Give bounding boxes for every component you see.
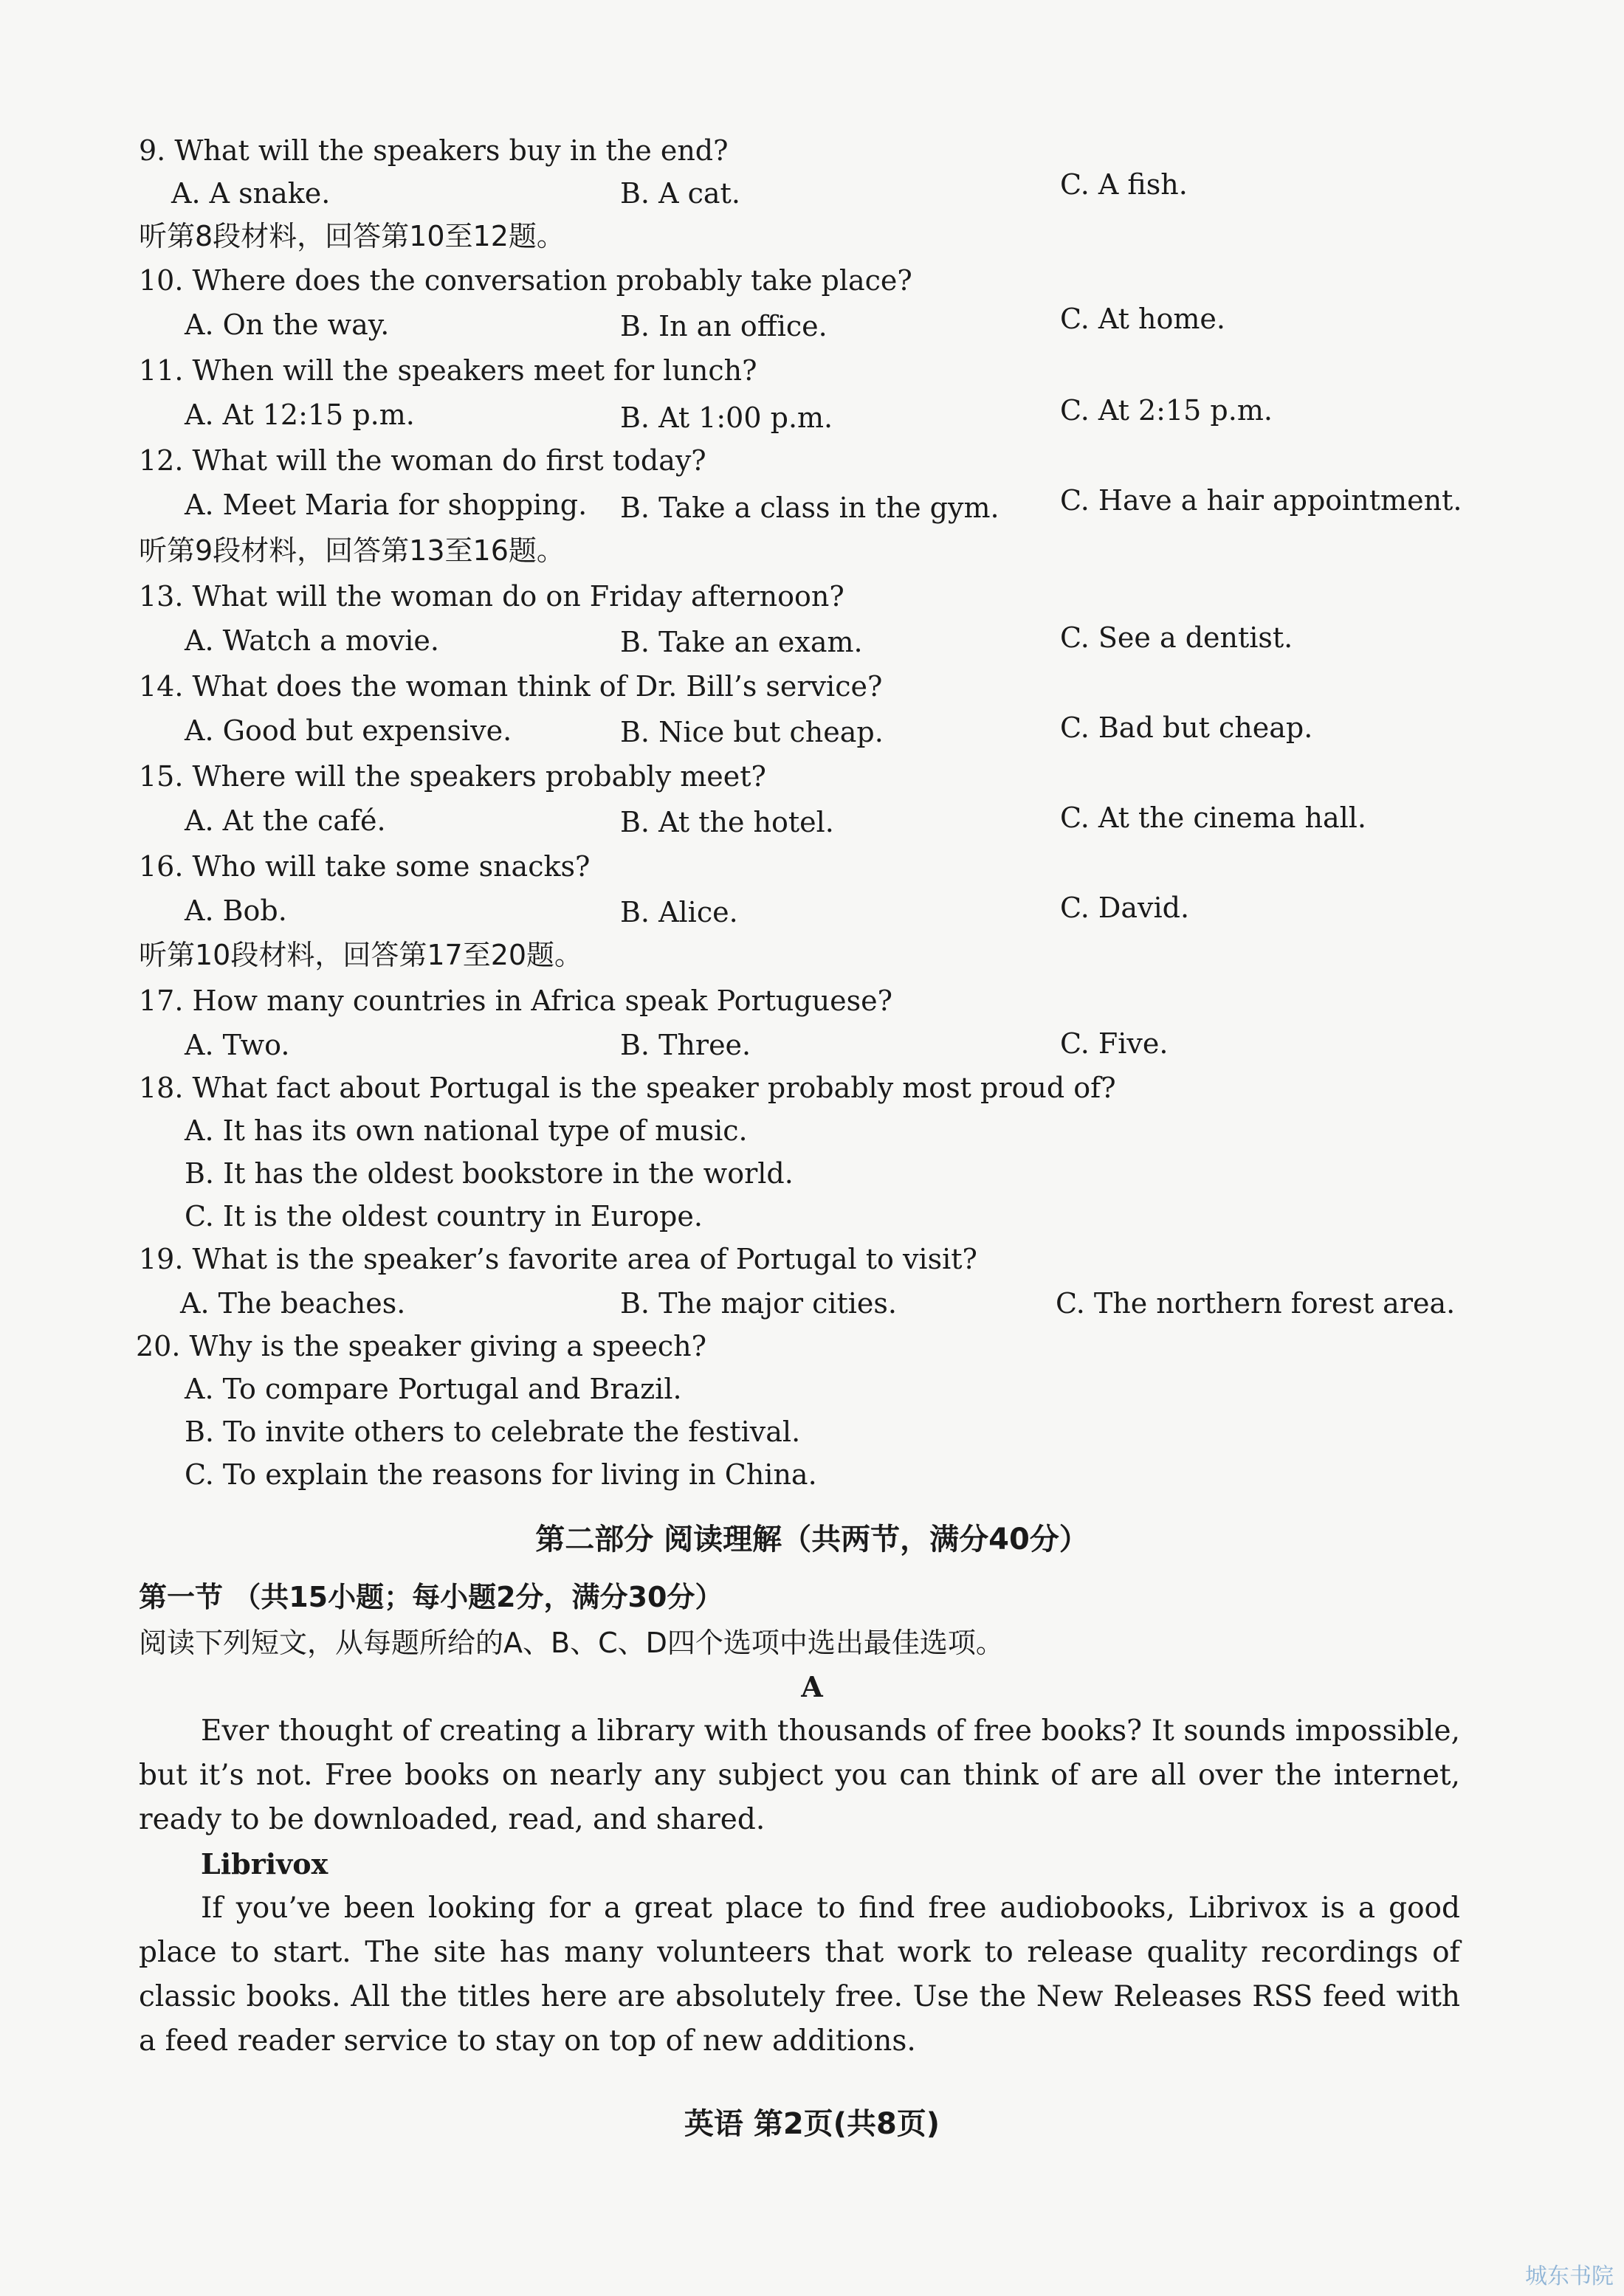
question-stem-20: 20. Why is the speaker giving a speech? (136, 1330, 707, 1362)
section-instruction-8: 听第8段材料，回答第10至12题。 (139, 220, 565, 252)
question-stem-19: 19. What is the speaker’s favorite area of Portugal to visit? (139, 1243, 977, 1275)
option-12c: C. Have a hair appointment. (1060, 484, 1462, 517)
option-20c: C. To explain the reasons for living in China. (185, 1458, 817, 1491)
option-16c: C. David. (1060, 892, 1190, 924)
option-9b: B. A cat. (620, 177, 740, 210)
passage-paragraph-1 (139, 1709, 1460, 1842)
section-instruction-9: 听第9段材料，回答第13至16题。 (139, 534, 565, 567)
option-16a: A. Bob. (185, 894, 287, 927)
question-stem-18: 18. What fact about Portugal is the speaker probably most proud of? (139, 1072, 1116, 1104)
option-9c: C. A fish. (1060, 168, 1188, 201)
option-17c: C. Five. (1060, 1027, 1169, 1060)
option-10a: A. On the way. (185, 308, 390, 341)
section-title: 第一节 （共15小题；每小题2分，满分30分） (139, 1581, 723, 1613)
option-19b: B. The major cities. (620, 1287, 897, 1320)
question-stem-17: 17. How many countries in Africa speak Portuguese? (139, 985, 893, 1017)
option-18a: A. It has its own national type of music. (185, 1114, 748, 1147)
question-stem-10: 10. Where does the conversation probably take place? (139, 264, 912, 297)
option-19c: C. The northern forest area. (1056, 1287, 1456, 1320)
section-instruction-10: 听第10段材料，回答第17至20题。 (139, 939, 583, 971)
question-stem-11: 11. When will the speakers meet for lunch? (139, 354, 757, 387)
option-14b: B. Nice but cheap. (620, 716, 884, 748)
watermark: 城东书院 (1525, 2264, 1614, 2289)
option-17a: A. Two. (185, 1029, 290, 1061)
option-19a: A. The beaches. (180, 1287, 406, 1320)
option-15b: B. At the hotel. (620, 806, 834, 838)
option-11c: C. At 2:15 p.m. (1060, 394, 1273, 427)
option-17b: B. Three. (620, 1029, 751, 1061)
passage-paragraph-1-text: Ever thought of creating a library with thousands of free books? It sounds impossible, but it’s not. Free books on nearly any subject you can think of are all over the internet, ready to be downloaded, read, and shared. (139, 1714, 1460, 1836)
option-14a: A. Good but expensive. (185, 714, 512, 747)
option-11b: B. At 1:00 p.m. (620, 401, 833, 434)
option-20a: A. To compare Portugal and Brazil. (185, 1373, 682, 1405)
passage-label: A (801, 1670, 823, 1703)
question-stem-15: 15. Where will the speakers probably meet? (139, 760, 766, 793)
option-12a: A. Meet Maria for shopping. (185, 489, 588, 521)
part-title: 第二部分 阅读理解（共两节，满分40分） (535, 1523, 1089, 1556)
option-9a: A. A snake. (171, 177, 331, 210)
reading-instruction: 阅读下列短文，从每题所给的A、B、C、D四个选项中选出最佳选项。 (139, 1627, 1004, 1659)
option-13c: C. See a dentist. (1060, 621, 1293, 654)
option-11a: A. At 12:15 p.m. (185, 399, 415, 431)
option-20b: B. To invite others to celebrate the festival. (185, 1416, 801, 1448)
option-13b: B. Take an exam. (620, 626, 863, 658)
passage-paragraph-2 (139, 1886, 1460, 2064)
option-16b: B. Alice. (620, 896, 738, 928)
question-stem-14: 14. What does the woman think of Dr. Bill’s service? (139, 670, 883, 703)
option-13a: A. Watch a movie. (185, 624, 439, 657)
option-18b: B. It has the oldest bookstore in the world. (185, 1157, 794, 1190)
page-footer: 英语 第2页(共8页) (684, 2107, 940, 2141)
passage-subheading: Librivox (201, 1847, 328, 1880)
option-14c: C. Bad but cheap. (1060, 711, 1313, 744)
option-10c: C. At home. (1060, 303, 1225, 335)
question-stem-9: 9. What will the speakers buy in the end? (139, 134, 729, 167)
question-stem-16: 16. Who will take some snacks? (139, 850, 591, 883)
option-10b: B. In an office. (620, 310, 828, 342)
question-stem-12: 12. What will the woman do first today? (139, 444, 706, 477)
option-18c: C. It is the oldest country in Europe. (185, 1200, 703, 1233)
option-15c: C. At the cinema hall. (1060, 801, 1366, 834)
question-stem-13: 13. What will the woman do on Friday afternoon? (139, 580, 844, 613)
option-15a: A. At the café. (185, 804, 386, 837)
passage-paragraph-2-text: If you’ve been looking for a great place to find free audiobooks, Librivox is a good place to start. The site has many volunteers that work to release quality recordings of classic books. All the titles here are absolutely free. Use the New Releases RSS feed with a feed reader service to stay on top of new additions. (139, 1892, 1460, 2058)
option-12b: B. Take a class in the gym. (620, 492, 999, 524)
